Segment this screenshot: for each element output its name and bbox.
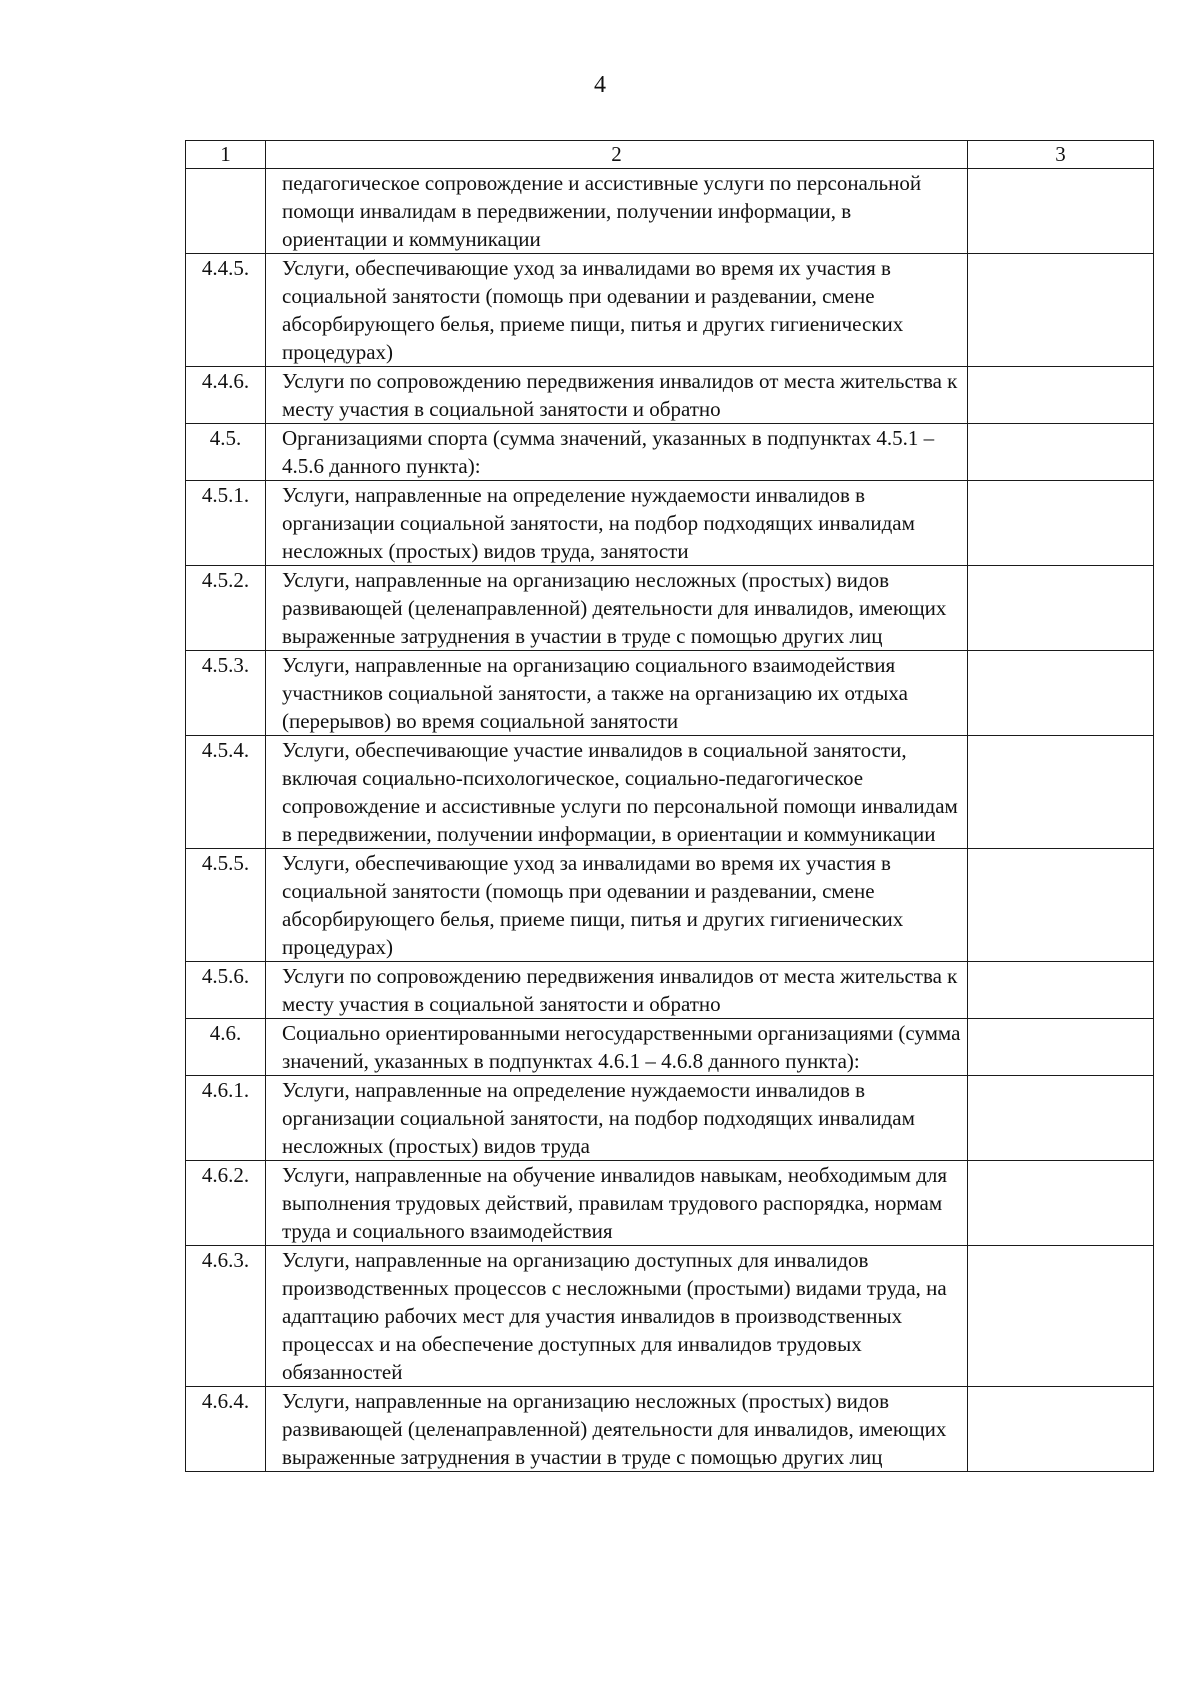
row-text: Услуги, направленные на организацию доступных для инвалидов производственных процессов с несложными (простыми) видами труда, на адаптацию рабочих мест для участия инвалидов в производственных процессах и на обеспечение доступных для инвалидов трудовых обязанностей	[266, 1246, 968, 1387]
table-row	[186, 962, 1154, 1019]
row-value	[968, 736, 1154, 849]
row-value	[968, 367, 1154, 424]
row-text: Услуги, направленные на определение нуждаемости инвалидов в организации социальной занятости, на подбор подходящих инвалидам несложных (простых) видов труда, занятости	[266, 481, 968, 566]
row-value	[968, 1019, 1154, 1076]
table-row	[186, 651, 1154, 736]
table-row	[186, 1076, 1154, 1161]
table-row	[186, 367, 1154, 424]
row-number: 4.5.5.	[186, 849, 266, 962]
row-value	[968, 169, 1154, 254]
row-text: Услуги, направленные на организацию несложных (простых) видов развивающей (целенаправленной) деятельности для инвалидов, имеющих выраженные затруднения в участии в труде с помощью других лиц	[266, 1387, 968, 1472]
table-row	[186, 736, 1154, 849]
row-number: 4.6.4.	[186, 1387, 266, 1472]
row-value	[968, 962, 1154, 1019]
row-value	[968, 1161, 1154, 1246]
row-text: Социально ориентированными негосударственными организациями (сумма значений, указанных в подпунктах 4.6.1 – 4.6.8 данного пункта):	[266, 1019, 968, 1076]
row-value	[968, 1246, 1154, 1387]
row-text: Услуги, направленные на определение нуждаемости инвалидов в организации социальной занятости, на подбор подходящих инвалидам несложных (простых) видов труда	[266, 1076, 968, 1161]
column-header-1: 1	[186, 141, 266, 169]
row-text: Услуги, направленные на обучение инвалидов навыкам, необходимым для выполнения трудовых действий, правилам трудового распорядка, нормам труда и социального взаимодействия	[266, 1161, 968, 1246]
row-value	[968, 481, 1154, 566]
table-row	[186, 424, 1154, 481]
table-row	[186, 566, 1154, 651]
row-value	[968, 1076, 1154, 1161]
row-text: Услуги, обеспечивающие уход за инвалидами во время их участия в социальной занятости (помощь при одевании и раздевании, смене абсорбирующего белья, приеме пищи, питья и других гигиенических процедурах)	[266, 849, 968, 962]
table-row	[186, 849, 1154, 962]
row-value	[968, 651, 1154, 736]
table-header-row	[186, 141, 1154, 169]
row-text: Услуги, обеспечивающие участие инвалидов в социальной занятости, включая социально-психологическое, социально-педагогическое сопровождение и ассистивные услуги по персональной помощи инвалидам в передвижении, получении информации, в ориентации и коммуникации	[266, 736, 968, 849]
row-value	[968, 1387, 1154, 1472]
row-number: 4.6.	[186, 1019, 266, 1076]
page-number: 4	[594, 72, 606, 98]
row-value	[968, 566, 1154, 651]
row-text: педагогическое сопровождение и ассистивные услуги по персональной помощи инвалидам в передвижении, получении информации, в ориентации и коммуникации	[266, 169, 968, 254]
row-number: 4.5.	[186, 424, 266, 481]
row-number: 4.5.1.	[186, 481, 266, 566]
row-text: Организациями спорта (сумма значений, указанных в подпунктах 4.5.1 – 4.5.6 данного пункта):	[266, 424, 968, 481]
column-header-3: 3	[968, 141, 1154, 169]
table-row	[186, 1246, 1154, 1387]
row-number: 4.6.1.	[186, 1076, 266, 1161]
row-number	[186, 169, 266, 254]
services-table	[185, 140, 1154, 1472]
row-text: Услуги по сопровождению передвижения инвалидов от места жительства к месту участия в социальной занятости и обратно	[266, 367, 968, 424]
column-header-2: 2	[266, 141, 968, 169]
row-number: 4.5.2.	[186, 566, 266, 651]
row-number: 4.5.6.	[186, 962, 266, 1019]
row-number: 4.5.4.	[186, 736, 266, 849]
row-value	[968, 424, 1154, 481]
table-row	[186, 1161, 1154, 1246]
row-value	[968, 254, 1154, 367]
row-text: Услуги, направленные на организацию социального взаимодействия участников социальной занятости, а также на организацию их отдыха (перерывов) во время социальной занятости	[266, 651, 968, 736]
row-number: 4.4.6.	[186, 367, 266, 424]
row-number: 4.5.3.	[186, 651, 266, 736]
row-number: 4.6.3.	[186, 1246, 266, 1387]
row-value	[968, 849, 1154, 962]
table-row	[186, 169, 1154, 254]
table-row	[186, 481, 1154, 566]
row-number: 4.6.2.	[186, 1161, 266, 1246]
table-row	[186, 254, 1154, 367]
table-row	[186, 1019, 1154, 1076]
row-text: Услуги по сопровождению передвижения инвалидов от места жительства к месту участия в социальной занятости и обратно	[266, 962, 968, 1019]
table-row	[186, 1387, 1154, 1472]
row-text: Услуги, направленные на организацию несложных (простых) видов развивающей (целенаправленной) деятельности для инвалидов, имеющих выраженные затруднения в участии в труде с помощью других лиц	[266, 566, 968, 651]
row-text: Услуги, обеспечивающие уход за инвалидами во время их участия в социальной занятости (помощь при одевании и раздевании, смене абсорбирующего белья, приеме пищи, питья и других гигиенических процедурах)	[266, 254, 968, 367]
row-number: 4.4.5.	[186, 254, 266, 367]
